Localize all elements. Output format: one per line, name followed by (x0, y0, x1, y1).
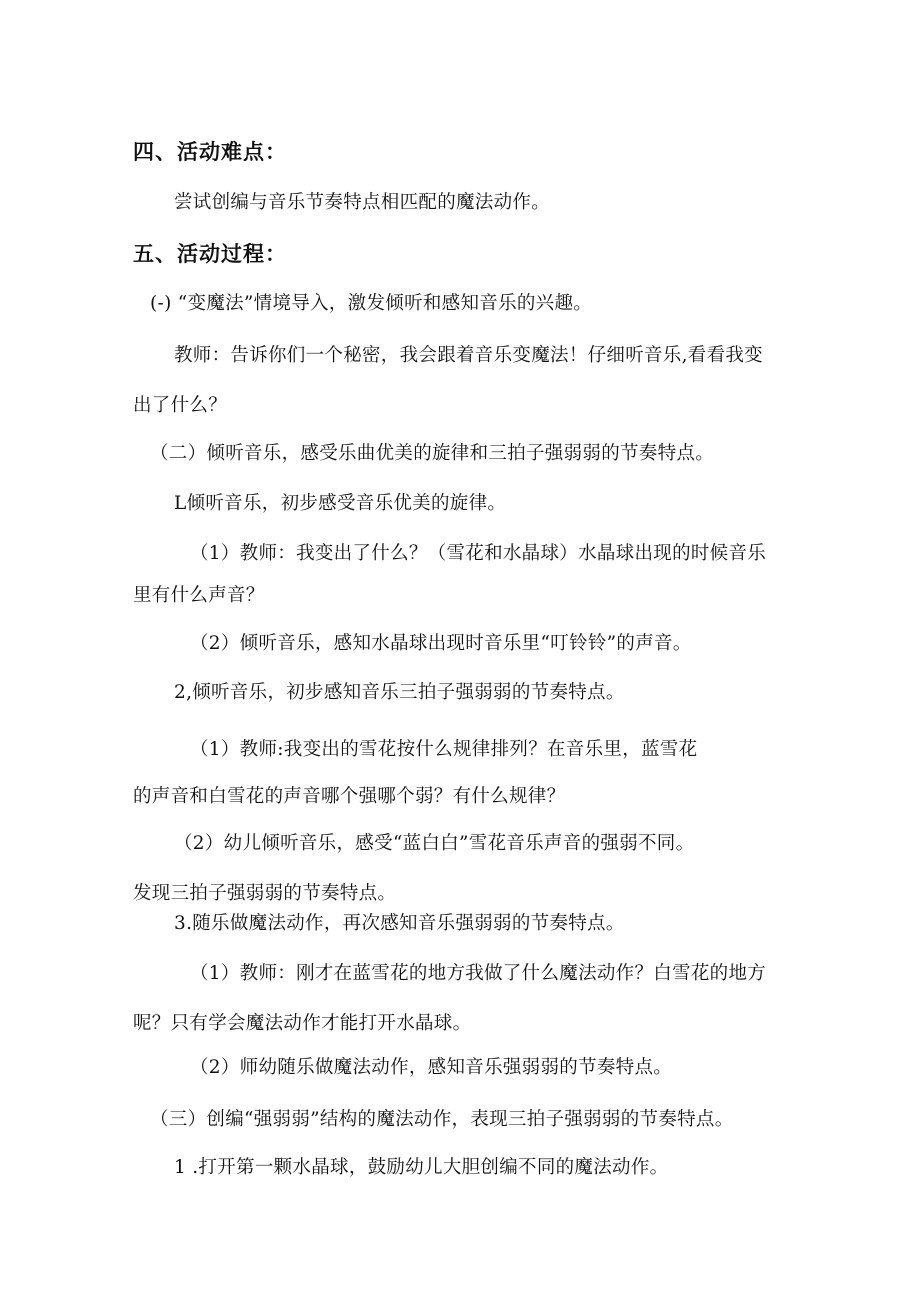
heading-activity-difficulty: 四、活动难点： (133, 140, 287, 164)
section-2-item-2-sub-1-line-1: （1）教师:我变出的雪花按什么规律排列？在音乐里，蓝雪花 (190, 739, 698, 760)
section-2-item-1-sub-1-line-2: 里有什么声音？ (133, 585, 265, 606)
section-2-item-3-sub-1-line-2: 呢？只有学会魔法动作才能打开水晶球。 (133, 1013, 472, 1034)
section-2-item-1-sub-2: （2）倾听音乐，感知水晶球出现时音乐里“叮铃铃”的声音。 (190, 633, 692, 654)
section-1-teacher-line-2: 出了什么？ (133, 395, 228, 416)
difficulty-text: 尝试创编与音乐节奏特点相匹配的魔法动作。 (174, 192, 551, 213)
section-2-item-3-sub-1-line-1: （1）教师：刚才在蓝雪花的地方我做了什么魔法动作？白雪花的地方 (190, 963, 767, 984)
section-1-title: (-) “变魔法”情境导入，激发倾听和感知音乐的兴趣。 (150, 293, 593, 314)
section-2-item-2-sub-1-line-2: 的声音和白雪花的声音哪个强哪个弱？有什么规律？ (133, 786, 566, 807)
section-2-item-2: 2,倾听音乐，初步感知音乐三拍子强弱弱的节奏特点。 (174, 682, 625, 703)
section-2-item-2-sub-2-line-2: 发现三拍子强弱弱的节奏特点。 (133, 883, 397, 904)
section-3-item-1: 1 .打开第一颗水晶球，鼓励幼儿大胆创编不同的魔法动作。 (174, 1157, 669, 1178)
section-2-item-3-sub-2: （2）师幼随乐做魔法动作，感知音乐强弱弱的节奏特点。 (190, 1057, 673, 1078)
section-2-item-2-sub-2-line-1: （2）幼儿倾听音乐，感受“蓝白白”雪花音乐声音的强弱不同。 (174, 833, 695, 854)
section-2-item-1-sub-1-line-1: （1）教师：我变出了什么？（雪花和水晶球）水晶球出现的时候音乐 (190, 543, 767, 564)
section-1-teacher-line-1: 教师：告诉你们一个秘密，我会跟着音乐变魔法！仔细听音乐,看看我变 (174, 345, 763, 366)
section-2-item-1: L倾听音乐，初步感受音乐优美的旋律。 (174, 493, 507, 514)
section-3-title: （三）创编“强弱弱”结构的魔法动作，表现三拍子强弱弱的节奏特点。 (150, 1109, 734, 1130)
section-2-title: （二）倾听音乐，感受乐曲优美的旋律和三拍子强弱弱的节奏特点。 (150, 443, 715, 464)
section-2-item-3: 3.随乐做魔法动作，再次感知音乐强弱弱的节奏特点。 (174, 913, 625, 934)
heading-activity-process: 五、活动过程： (133, 242, 287, 266)
